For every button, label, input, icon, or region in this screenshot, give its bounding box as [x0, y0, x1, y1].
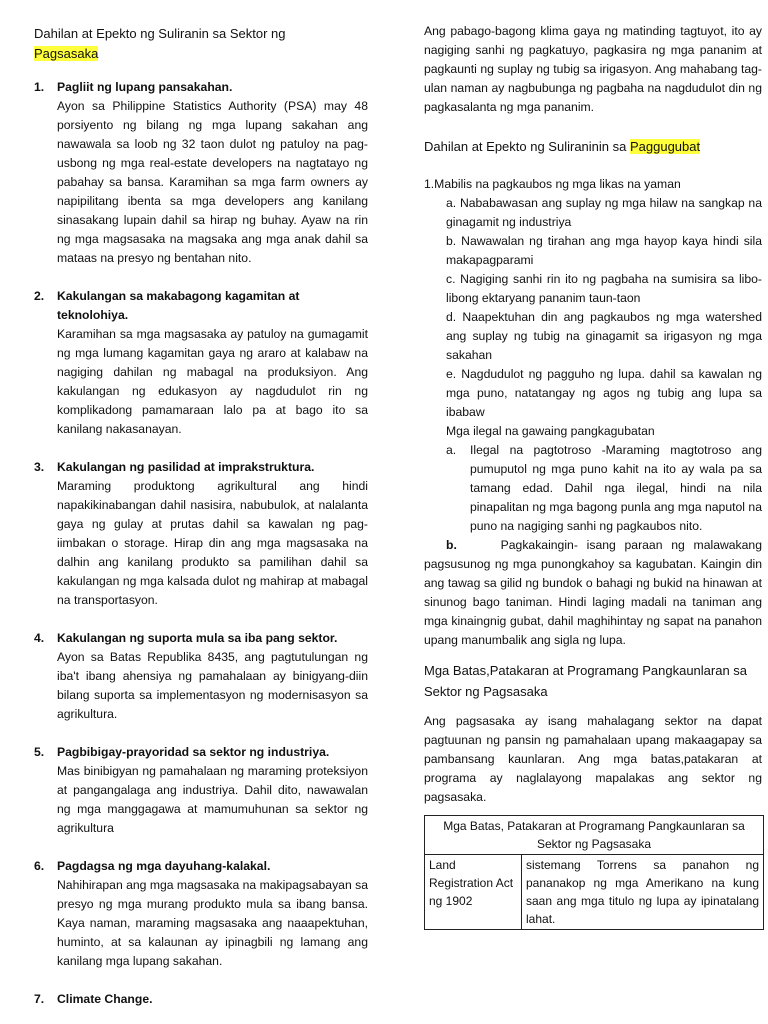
list-item	[34, 629, 368, 724]
list-item	[34, 743, 368, 838]
item-text: Ilegal na pagtotroso -Maraming magtotroso ang pumuputol ng mga puno kahit na ito ay wala pa sa tamang edad. Dahil nga ilegal, hindi na nila pinapalitan ng mga bagong punla ang mga naputol na puno na nagiging sanhi ng pagkaubos nito.	[470, 443, 762, 533]
list-item	[34, 78, 368, 268]
item-number: 6.	[34, 859, 45, 873]
item-title: Climate Change.	[57, 992, 153, 1006]
item-title: Kakulangan ng pasilidad at imprakstruktura.	[57, 460, 315, 474]
policy-heading: Mga Batas,Patakaran at Programang Pangkaunlaran sa Sektor ng Pagsasaka	[424, 663, 748, 699]
left-column	[34, 0, 368, 1009]
forest-item-title: 1.Mabilis na pagkaubos ng mga likas na yaman	[424, 177, 681, 191]
policy-intro: Ang pagsasaka ay isang mahalagang sektor na dapat pagtuunan ng pansin ng pamahalaan upang makaagapay sa pambansang kaunlaran. Ang mga batas,patakaran at programa ay naglalayong mapalakas ang sektor ng pagsasaka.	[424, 714, 762, 804]
sub-item: c. Nagiging sanhi rin ito ng pagbaha na sumisira sa libo-libong ektaryang pananim taun-taon	[446, 272, 762, 305]
sub-item: d. Naapektuhan din ang pagkaubos ng mga watershed ang suplay ng tubig na ginagamit sa irigasyon ng mga sakahan	[446, 310, 762, 362]
left-heading-text: Dahilan at Epekto ng Suliranin sa Sektor ng	[34, 26, 286, 41]
list-item	[34, 287, 368, 439]
item-body: Mas binibigyan ng pamahalaan ng maraming proteksiyon at pangangalaga ang industriya. Dahil dito, nawawalan ng mga manggagawa at mamumuhunan sa sektor ng agrikultura	[57, 764, 368, 835]
sub-item: a. Nababawasan ang suplay ng mga hilaw na sangkap na ginagamit ng industriya	[446, 196, 762, 229]
item-number: 4.	[34, 631, 45, 645]
right-heading-highlight: Paggugubat	[629, 139, 701, 154]
illegal-title: Mga ilegal na gawaing pangkagubatan	[446, 424, 655, 438]
item-title: Kakulangan sa makabagong kagamitan at teknolohiya.	[57, 289, 300, 322]
right-heading	[424, 137, 762, 157]
item-number: 5.	[34, 745, 45, 759]
item-number: 1.	[34, 80, 45, 94]
item-body: Ayon sa Batas Republika 8435, ang pagtutulungan ng iba't ibang ahensiya ng pamahalaan ay binigyang-diin bilang suporta sa implementasyon ng modernisasyon sa agrikultura.	[57, 650, 368, 721]
sub-item: b. Nawawalan ng tirahan ang mga hayop kaya hindi sila makapagparami	[446, 234, 762, 267]
list-item	[34, 990, 368, 1009]
illegal-item-a	[424, 441, 762, 536]
policy-table	[424, 815, 764, 930]
item-body: Nahihirapan ang mga magsasaka na makipagsabayan sa presyo ng mga murang produkto mula sa ibang bansa. Kaya naman, maraming magsasaka ang naaapektuhan, huminto, at sa kalaunan ay ipinagbili ng lamang ang kanilang mga lupang sakahan.	[57, 878, 368, 968]
item-title: Pagbibigay-prayoridad sa sektor ng industriya.	[57, 745, 330, 759]
item-text: Pagkakaingin- isang paraan ng malawakang pagsusunog ng mga punongkahoy sa kagubatan. Kaingin din ang tawag sa gilid ng bundok o bahagi ng bukid na hinawan at sinunog bago taniman. Hindi laging madali na taniman ang mga kinaingnig gubat, dahil maghihintay ng sapat na panahon upang manumbalik ang sigla ng lupa.	[424, 538, 762, 647]
list-item	[34, 458, 368, 610]
list-item	[34, 857, 368, 971]
table-cell-desc: sistemang Torrens sa panahon ng pananakop ng mga Amerikano na kung saan ang mga titulo ng lupa ay ipinatalang lahat.	[522, 855, 764, 930]
right-column	[424, 0, 762, 930]
item-body: Ayon sa Philippine Statistics Authority (PSA) may 48 porsiyento ng bilang ng mga lupang sakahan ang nawawala sa loob ng 32 taon dulot ng patuloy na pag-usbong ng mga real-estate developers na nagtatayo ng pabahay sa bansa. Karamihan sa mga farm owners ay napipilitang ibenta sa mga developers ang kanilang sinasakang lupain dahil sa hirap ng buhay. Ayaw na rin ng mga magsasaka na magsaka ang mga anak dahil sa mataas na presyo ng bentahan nito.	[57, 99, 368, 265]
table-row	[425, 855, 764, 930]
item-label: a.	[446, 443, 457, 457]
item-number: 2.	[34, 289, 45, 303]
item-number: 3.	[34, 460, 45, 474]
item-number: 7.	[34, 992, 45, 1006]
item-title: Kakulangan ng suporta mula sa iba pang sektor.	[57, 631, 338, 645]
table-header: Mga Batas, Patakaran at Programang Pangkaunlaran sa Sektor ng Pagsasaka	[425, 816, 764, 855]
right-heading-text: Dahilan at Epekto ng Suliraninin sa	[424, 139, 627, 154]
item-body: Karamihan sa mga magsasaka ay patuloy na gumagamit ng mga lumang kagamitan gaya ng araro at kalabaw na nagiging dahilan ng mabagal na produksiyon. Ang kakulangan ng edukasyon ay nagdudulot rin ng komplikadong pamamaraan lalo pa at bago ito sa kanilang nakasanayan.	[57, 327, 368, 436]
climate-paragraph: Ang pabago-bagong klima gaya ng matinding tagtuyot, ito ay nagiging sanhi ng pagkatuyo, pagkasira ng mga pananim at pagkaunti ng suplay ng tubig sa irigasyon. Ang mahabang tag-ulan naman ay nagbubunga ng pagbaha na nagdudulot din ng pagkasalanta ng mga pananim.	[424, 24, 762, 114]
sub-item: e. Nagdudulot ng pagguho ng lupa. dahil sa kawalan ng mga puno, natatangay ng agos ng tubig ang lupa sa ibabaw	[446, 367, 762, 419]
illegal-item-b	[424, 536, 762, 650]
left-heading-highlight: Pagsasaka	[34, 46, 99, 61]
item-title: Pagliit ng lupang pansakahan.	[57, 80, 233, 94]
item-title: Pagdagsa ng mga dayuhang-kalakal.	[57, 859, 271, 873]
item-label: b.	[446, 538, 457, 552]
item-body: Maraming produktong agrikultural ang hindi napakikinabangan dahil nasisira, nabubulok, at nalalanta gaya ng gulay at prutas dahil sa kawalan ng pag-iimbakan o storage. Hirap din ang mga magsasaka na dalhin ang kanilang produkto sa pamilihan dahil sa kakulangan ng mga kalsada dulot ng mahirap at mabagal na transportasyon.	[57, 479, 368, 607]
table-cell-law: Land Registration Act ng 1902	[425, 855, 522, 930]
left-heading	[34, 24, 368, 64]
